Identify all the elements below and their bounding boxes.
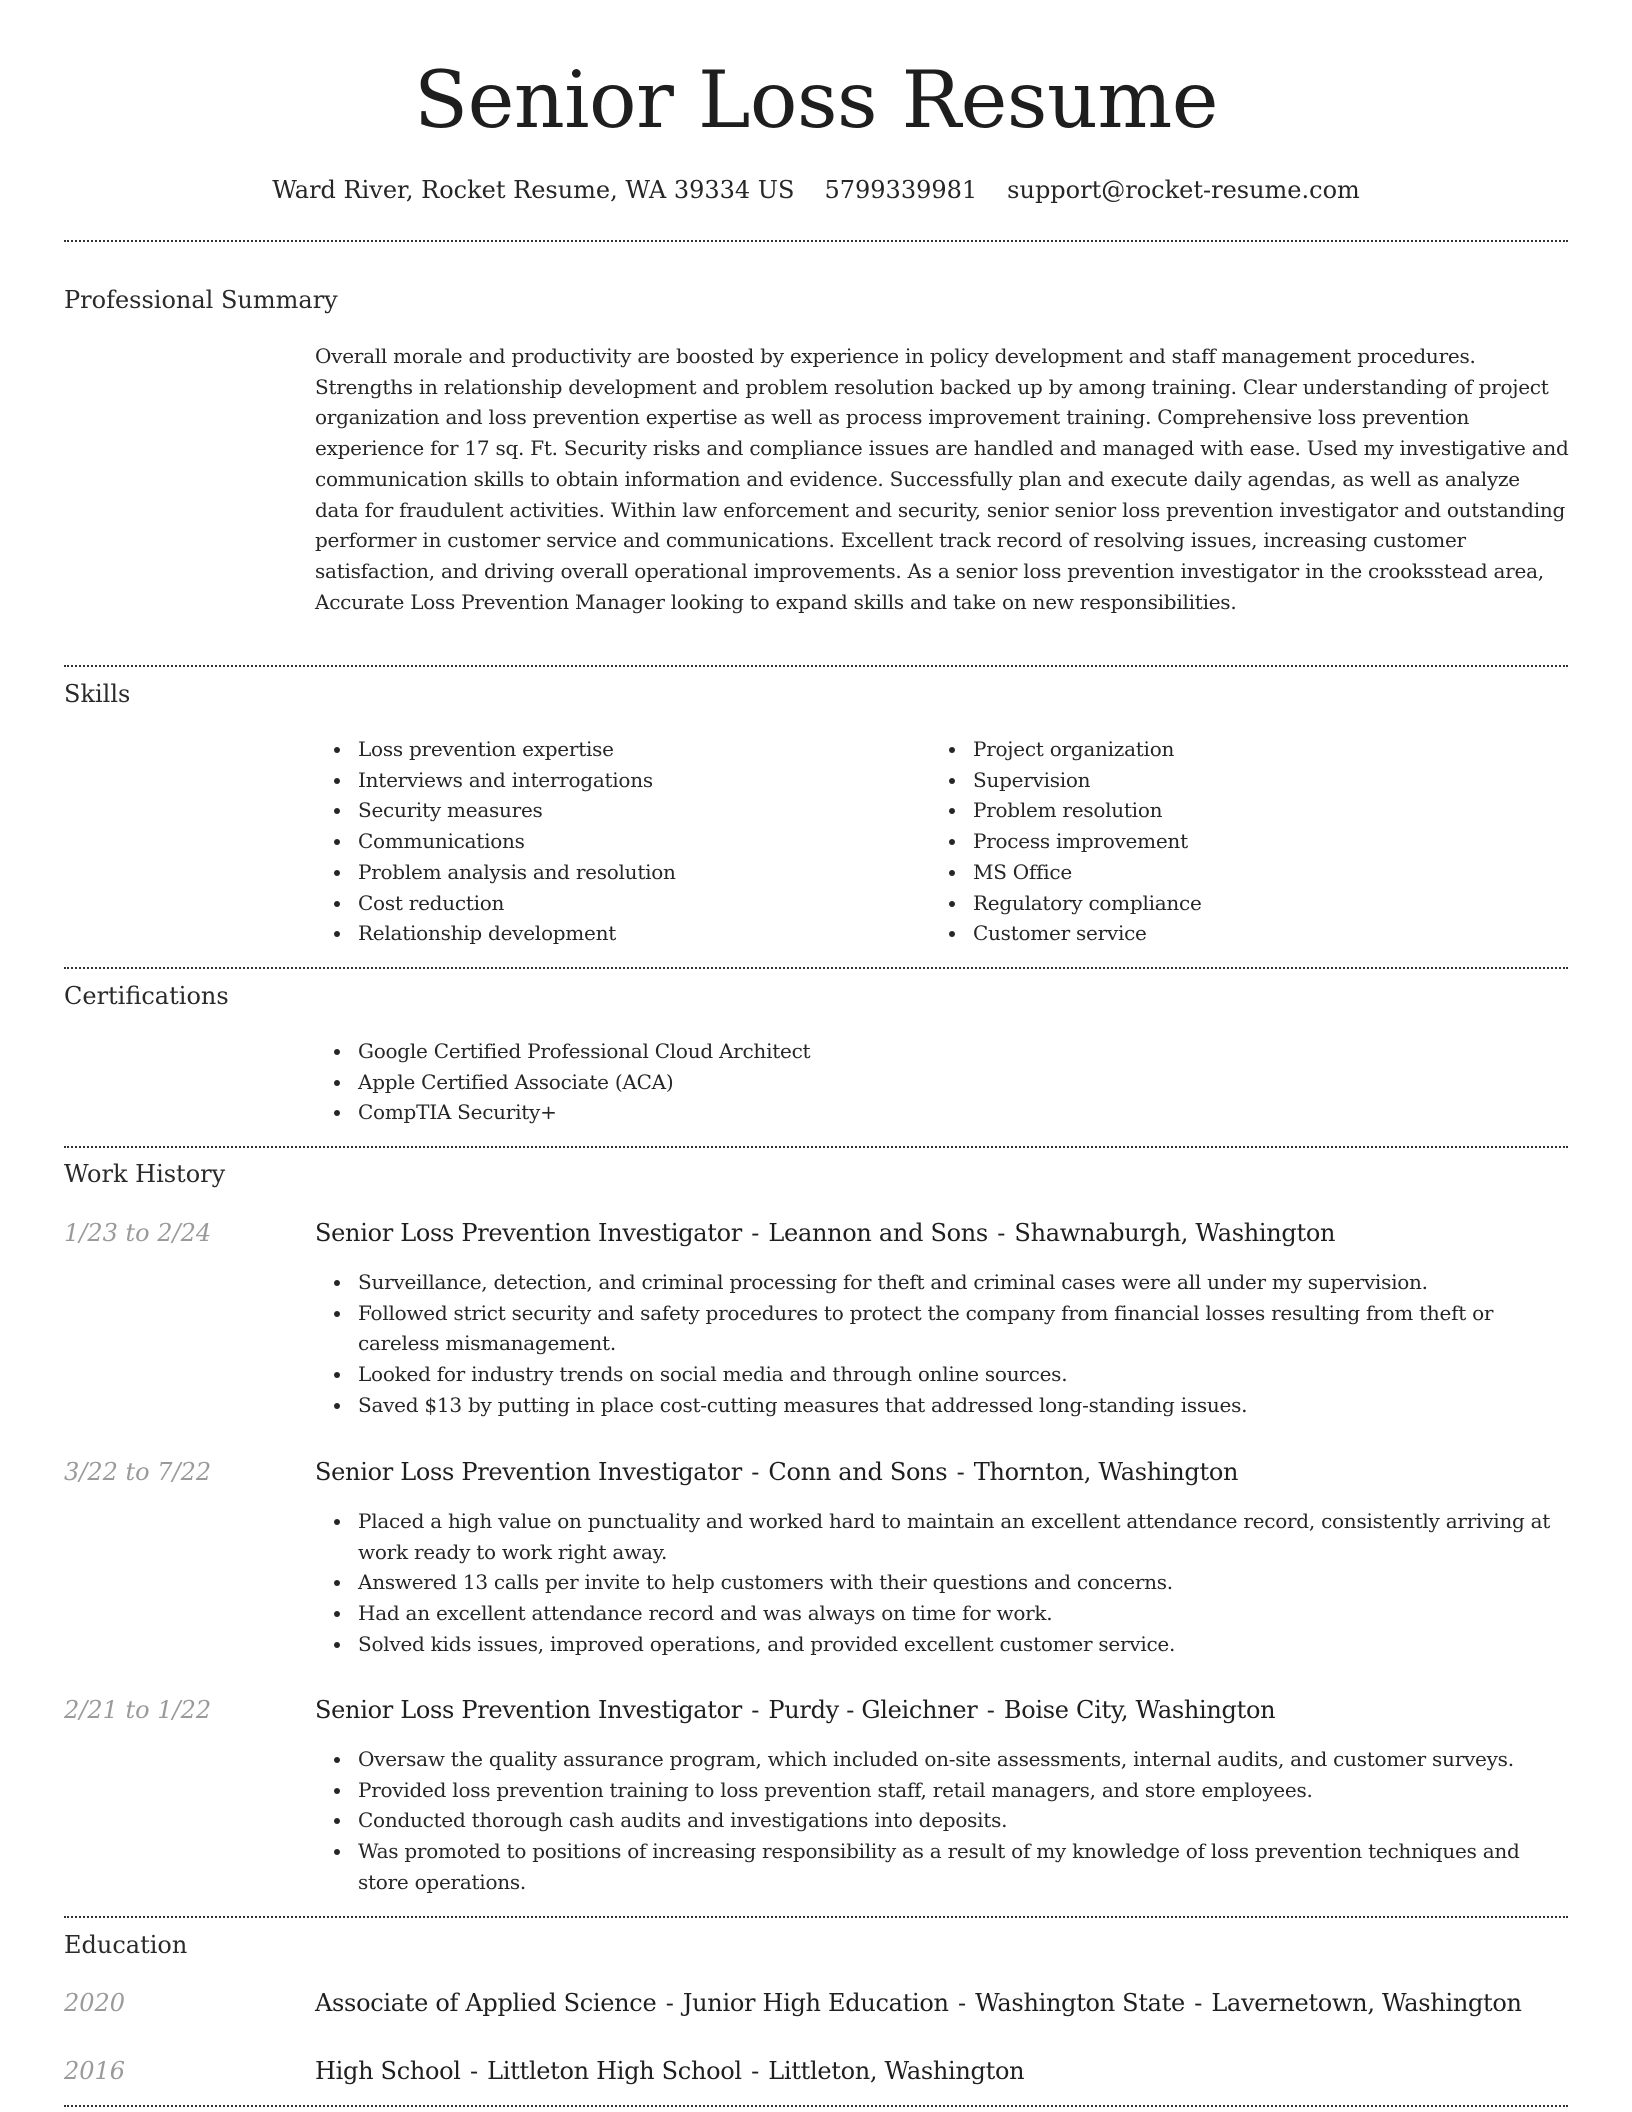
skill-item: Security measures bbox=[315, 795, 915, 826]
job-bullet: Answered 13 calls per invite to help customers with their questions and concerns. bbox=[315, 1567, 1569, 1598]
job-bullets bbox=[315, 1744, 1569, 1898]
section-divider bbox=[64, 1916, 1568, 1918]
education-location: Littleton, Washington bbox=[768, 2057, 1025, 2085]
certifications-list bbox=[315, 1036, 1569, 1128]
education-school: Littleton High School bbox=[487, 2057, 742, 2085]
job-dates: 3/22 to 7/22 bbox=[64, 1458, 212, 1486]
skills-list-right bbox=[930, 734, 1530, 949]
job-bullet: Conducted thorough cash audits and investigations into deposits. bbox=[315, 1805, 1569, 1836]
education-location: Lavernetown, Washington bbox=[1211, 1989, 1522, 2017]
section-divider bbox=[64, 967, 1568, 969]
job-title: Senior Loss Prevention Investigator - Purdy - Gleichner - Boise City, Washington bbox=[315, 1696, 1276, 1724]
education-degree: Associate of Applied Science bbox=[315, 1989, 657, 2017]
skill-item: MS Office bbox=[930, 857, 1530, 888]
education-degree: High School bbox=[315, 2057, 461, 2085]
job-company: Purdy - Gleichner bbox=[768, 1696, 978, 1724]
skill-item: Supervision bbox=[930, 765, 1530, 796]
job-bullet: Solved kids issues, improved operations, and provided excellent customer service. bbox=[315, 1629, 1569, 1660]
job-bullet: Saved $13 by putting in place cost-cutting measures that addressed long-standing issues. bbox=[315, 1390, 1569, 1421]
skill-item: Process improvement bbox=[930, 826, 1530, 857]
skill-item: Customer service bbox=[930, 918, 1530, 949]
job-bullet: Followed strict security and safety procedures to protect the company from financial losses resulting from theft or careless mismanagement. bbox=[315, 1298, 1569, 1359]
skills-list-left bbox=[315, 734, 915, 949]
certification-item: CompTIA Security+ bbox=[315, 1097, 1569, 1128]
section-divider bbox=[64, 2105, 1568, 2107]
summary-text: Overall morale and productivity are boosted by experience in policy development and staff management procedures. Strengths in relationship development and problem resolution backed up by among training. Clear understanding of project organization and loss prevention expertise as well as process improvement training. Comprehensive loss prevention experience for 17 sq. Ft. Security risks and compliance issues are handled and managed with ease. Used my investigative and communication skills to obtain information and evidence. Successfully plan and execute daily agendas, as well as analyze data for fraudulent activities. Within law enforcement and security, senior senior loss prevention investigator and outstanding performer in customer service and communications. Excellent track record of resolving issues, increasing customer satisfaction, and driving overall operational improvements. As a senior loss prevention investigator in the crooksstead area, Accurate Loss Prevention Manager looking to expand skills and take on new responsibilities. bbox=[315, 344, 1569, 614]
job-bullet: Oversaw the quality assurance program, which included on-site assessments, internal audits, and customer surveys. bbox=[315, 1744, 1569, 1775]
section-title-certifications: Certifications bbox=[64, 982, 229, 1010]
education-year: 2020 bbox=[64, 1989, 126, 2017]
job-location: Shawnaburgh, Washington bbox=[1014, 1219, 1336, 1247]
section-divider bbox=[64, 1146, 1568, 1148]
job-location: Thornton, Washington bbox=[973, 1458, 1239, 1486]
job-bullet: Provided loss prevention training to loss prevention staff, retail managers, and store employees. bbox=[315, 1775, 1569, 1806]
education-entry: High School - Littleton High School - Littleton, Washington bbox=[315, 2057, 1025, 2085]
job-bullets bbox=[315, 1506, 1569, 1660]
skill-item: Problem resolution bbox=[930, 795, 1530, 826]
job-role: Senior Loss Prevention Investigator bbox=[315, 1696, 742, 1724]
skill-item: Communications bbox=[315, 826, 915, 857]
job-role: Senior Loss Prevention Investigator bbox=[315, 1458, 742, 1486]
section-title-skills: Skills bbox=[64, 680, 131, 708]
contact-line bbox=[64, 170, 1568, 210]
section-title-education: Education bbox=[64, 1931, 188, 1959]
skill-item: Relationship development bbox=[315, 918, 915, 949]
skill-item: Cost reduction bbox=[315, 888, 915, 919]
skill-item: Interviews and interrogations bbox=[315, 765, 915, 796]
contact-email: support@rocket-resume.com bbox=[1007, 176, 1360, 204]
job-bullets bbox=[315, 1267, 1569, 1421]
skill-item: Problem analysis and resolution bbox=[315, 857, 915, 888]
job-company: Leannon and Sons bbox=[768, 1219, 988, 1247]
job-location: Boise City, Washington bbox=[1003, 1696, 1276, 1724]
job-dates: 2/21 to 1/22 bbox=[64, 1696, 212, 1724]
job-title: Senior Loss Prevention Investigator - Conn and Sons - Thornton, Washington bbox=[315, 1458, 1239, 1486]
certification-item: Google Certified Professional Cloud Architect bbox=[315, 1036, 1569, 1067]
job-title: Senior Loss Prevention Investigator - Leannon and Sons - Shawnaburgh, Washington bbox=[315, 1219, 1336, 1247]
education-year: 2016 bbox=[64, 2057, 126, 2085]
section-title-work-history: Work History bbox=[64, 1160, 226, 1188]
skill-item: Loss prevention expertise bbox=[315, 734, 915, 765]
skill-item: Regulatory compliance bbox=[930, 888, 1530, 919]
education-entry: Associate of Applied Science - Junior High Education - Washington State - Lavernetown, Washington bbox=[315, 1989, 1522, 2017]
section-title-summary: Professional Summary bbox=[64, 286, 338, 314]
job-bullet: Had an excellent attendance record and was always on time for work. bbox=[315, 1598, 1569, 1629]
job-bullet: Placed a high value on punctuality and worked hard to maintain an excellent attendance record, consistently arriving at work ready to work right away. bbox=[315, 1506, 1569, 1567]
contact-address: Ward River, Rocket Resume, WA 39334 US bbox=[272, 176, 795, 204]
certification-item: Apple Certified Associate (ACA) bbox=[315, 1067, 1569, 1098]
section-divider bbox=[64, 665, 1568, 667]
education-field: Junior High Education bbox=[682, 1989, 949, 2017]
job-bullet: Was promoted to positions of increasing responsibility as a result of my knowledge of loss prevention techniques and store operations. bbox=[315, 1836, 1569, 1897]
job-dates: 1/23 to 2/24 bbox=[64, 1219, 212, 1247]
job-company: Conn and Sons bbox=[768, 1458, 948, 1486]
education-school: Washington State bbox=[975, 1989, 1185, 2017]
job-role: Senior Loss Prevention Investigator bbox=[315, 1219, 742, 1247]
contact-phone: 5799339981 bbox=[824, 176, 978, 204]
section-divider bbox=[64, 240, 1568, 242]
skill-item: Project organization bbox=[930, 734, 1530, 765]
job-bullet: Looked for industry trends on social media and through online sources. bbox=[315, 1359, 1569, 1390]
job-bullet: Surveillance, detection, and criminal processing for theft and criminal cases were all under my supervision. bbox=[315, 1267, 1569, 1298]
resume-title: Senior Loss Resume bbox=[414, 54, 1218, 146]
